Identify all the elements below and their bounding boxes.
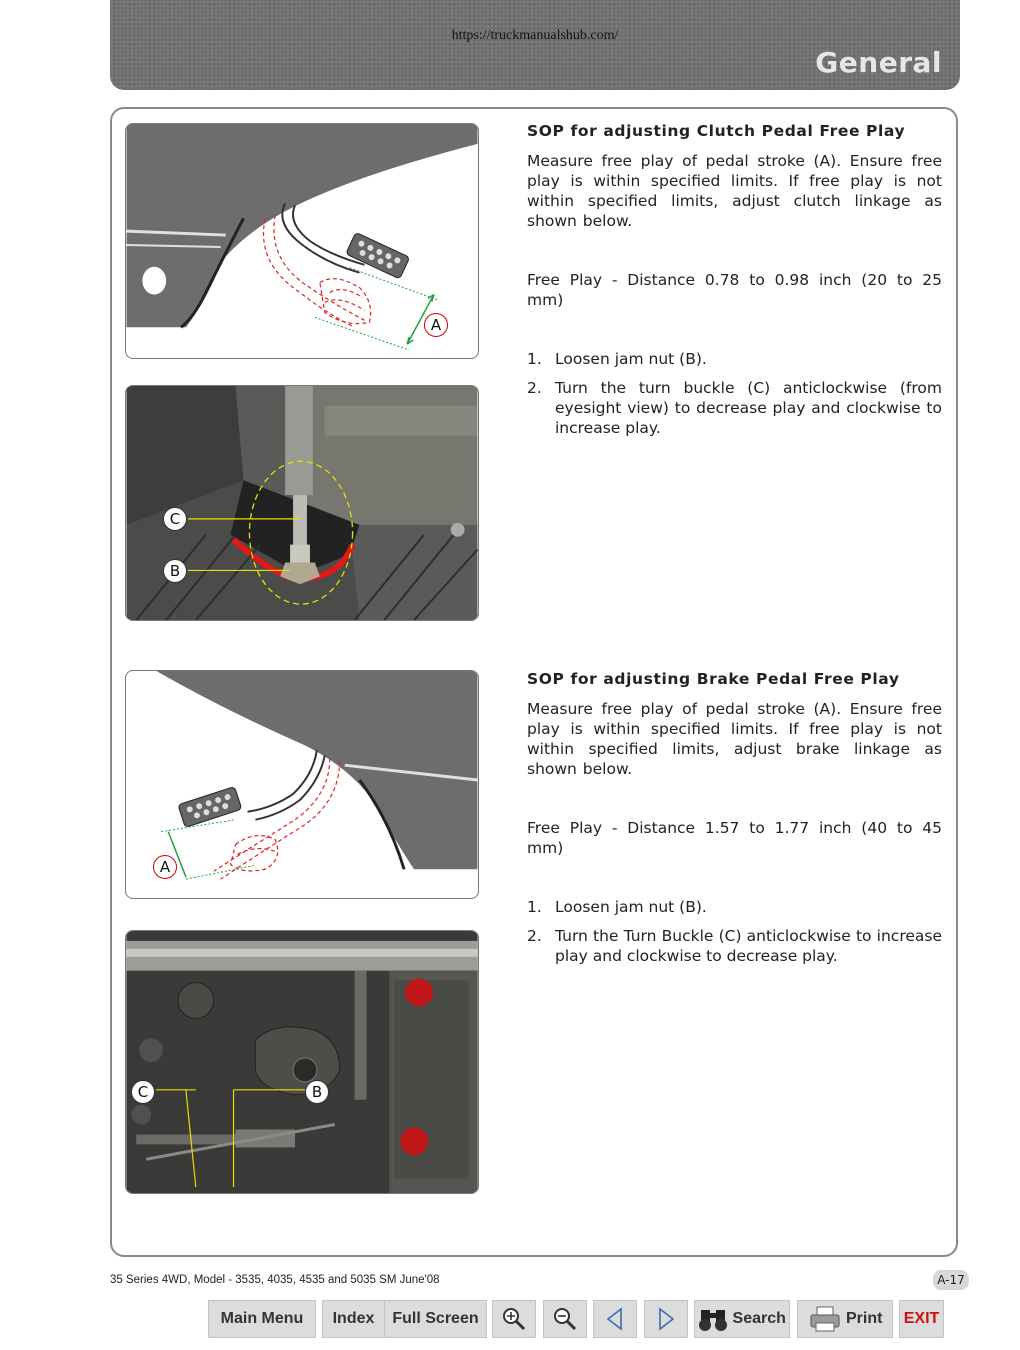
callout-c: C	[131, 1080, 155, 1104]
arrow-left-icon	[605, 1301, 625, 1337]
callout-b: B	[163, 559, 187, 583]
list-item: 1. Loosen jam nut (B).	[527, 898, 707, 916]
brake-pedal-illustration	[126, 671, 478, 898]
previous-page-button[interactable]	[593, 1300, 637, 1338]
header-url[interactable]: https://truckmanualshub.com/	[451, 28, 619, 43]
brake-section	[527, 669, 942, 975]
clutch-section	[527, 121, 942, 447]
callout-a: A	[424, 313, 448, 337]
main-menu-button[interactable]: Main Menu	[208, 1300, 316, 1338]
brake-section-title: SOP for adjusting Brake Pedal Free Play	[527, 670, 900, 688]
callout-b: B	[305, 1080, 329, 1104]
zoom-out-icon	[552, 1301, 578, 1337]
page-header	[110, 0, 960, 90]
callout-a: A	[153, 855, 177, 879]
clutch-intro: Measure free play of pedal stroke (A). Ensure free play is within specified limits. If free play is not within specified limits, adjust clutch linkage as shown below.	[527, 152, 942, 230]
binoculars-icon	[698, 1301, 728, 1337]
clutch-pedal-diagram	[125, 123, 479, 359]
list-item: 1. Loosen jam nut (B).	[527, 350, 707, 368]
brake-free-play: Free Play - Distance 1.57 to 1.77 inch (40 to 45 mm)	[527, 819, 942, 857]
section-title: General	[815, 46, 942, 79]
list-item: 2. Turn the Turn Buckle (C) anticlockwise to increase play and clockwise to decrease play.	[527, 927, 942, 965]
clutch-free-play: Free Play - Distance 0.78 to 0.98 inch (20 to 25 mm)	[527, 271, 942, 309]
exit-button[interactable]: EXIT	[899, 1300, 944, 1338]
clutch-section-title: SOP for adjusting Clutch Pedal Free Play	[527, 122, 906, 140]
document-reference: 35 Series 4WD, Model - 3535, 4035, 4535 and 5035 SM June'08	[110, 1274, 440, 1286]
next-page-button[interactable]	[644, 1300, 688, 1338]
brake-steps	[527, 897, 942, 966]
brake-linkage-photo-illustration	[126, 931, 478, 1193]
clutch-turnbuckle-photo	[125, 385, 479, 621]
index-button[interactable]: Index	[322, 1300, 385, 1338]
printer-icon	[808, 1301, 842, 1337]
search-button[interactable]: Search	[694, 1300, 790, 1338]
zoom-in-icon	[501, 1301, 527, 1337]
print-button[interactable]: Print	[797, 1300, 893, 1338]
page-number: A-17	[933, 1270, 969, 1290]
full-screen-button[interactable]: Full Screen	[384, 1300, 487, 1338]
brake-pedal-diagram	[125, 670, 479, 899]
list-item: 2. Turn the turn buckle (C) anticlockwise (from eyesight view) to decrease play and clockwise to increase play.	[527, 379, 942, 437]
arrow-right-icon	[656, 1301, 676, 1337]
zoom-out-button[interactable]	[543, 1300, 587, 1338]
zoom-in-button[interactable]	[492, 1300, 536, 1338]
clutch-linkage-photo-illustration	[126, 386, 478, 620]
brake-turnbuckle-photo	[125, 930, 479, 1194]
callout-c: C	[163, 507, 187, 531]
clutch-steps	[527, 349, 942, 438]
brake-intro: Measure free play of pedal stroke (A). Ensure free play is within specified limits. If free play is not within specified limits, adjust brake linkage as shown below.	[527, 700, 942, 778]
